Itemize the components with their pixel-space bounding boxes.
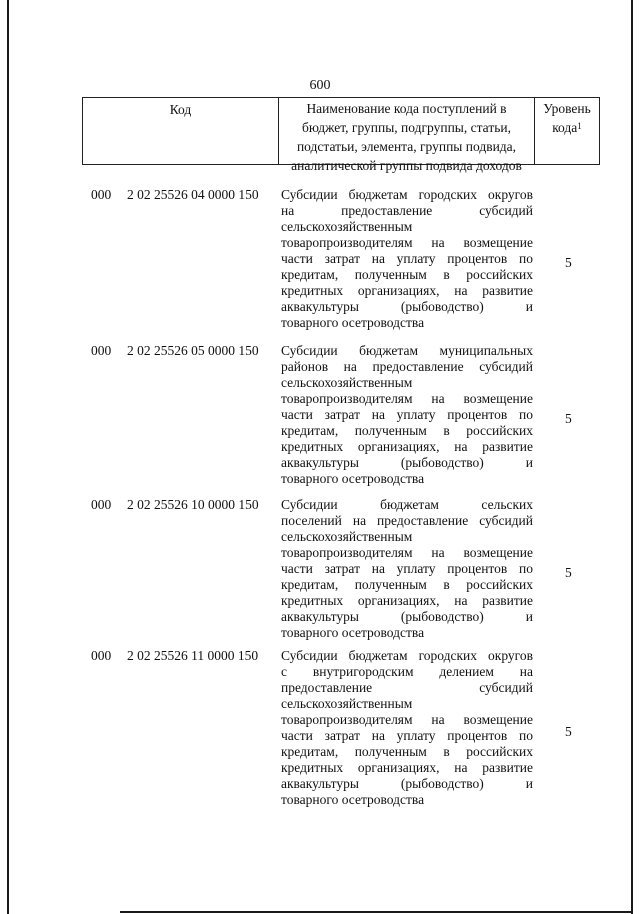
description-line: кредитных организациях, на развитие: [281, 593, 533, 608]
table-header: [82, 97, 600, 173]
description-line: товарного осетроводства: [281, 792, 425, 807]
description-line: районов на предоставление субсидий: [281, 359, 533, 374]
admin-code: 000: [91, 343, 112, 358]
admin-code: 000: [91, 497, 112, 512]
revenue-code: 2 02 25526 04 0000 150: [127, 187, 259, 202]
description-line: части затрат на уплату процентов по: [281, 251, 533, 266]
header-name-line: бюджет, группы, подгруппы, статьи,: [302, 120, 511, 135]
description-line: сельскохозяйственным: [281, 529, 413, 544]
header-level-footnote: 1: [577, 121, 582, 131]
description-line: поселений на предоставление субсидий: [281, 513, 533, 528]
description-line: сельскохозяйственным: [281, 375, 413, 390]
header-level-line1: Уровень: [543, 101, 591, 116]
header-code-label: Код: [169, 102, 192, 117]
scan-border-bottom: [120, 911, 631, 913]
description-line: товаропроизводителям на возмещение: [281, 391, 533, 406]
description-line: аквакультуры (рыбоводство) и: [281, 455, 533, 470]
description-line: сельскохозяйственным: [281, 696, 413, 711]
header-code-cell: [83, 98, 279, 164]
description-line: части затрат на уплату процентов по: [281, 407, 533, 422]
code-level: 5: [565, 724, 572, 739]
description-line: Субсидии бюджетам муниципальных: [281, 343, 533, 358]
description-line: аквакультуры (рыбоводство) и: [281, 776, 533, 791]
header-name-line: аналитической группы подвида доходов: [291, 158, 522, 173]
admin-code: 000: [91, 187, 112, 202]
description-line: аквакультуры (рыбоводство) и: [281, 609, 533, 624]
description-line: Субсидии бюджетам городских округов: [281, 187, 533, 202]
revenue-description: [281, 343, 533, 487]
description-line: товаропроизводителям на возмещение: [281, 545, 533, 560]
description-line: Субсидии бюджетам городских округов: [281, 648, 533, 663]
description-line: предоставление субсидий: [281, 680, 533, 695]
code-level: 5: [565, 255, 572, 270]
description-line: товарного осетроводства: [281, 625, 425, 640]
header-name-line: Наименование кода поступлений в: [306, 101, 507, 116]
description-line: сельскохозяйственным: [281, 219, 413, 234]
description-line: на предоставление субсидий: [281, 203, 533, 218]
description-line: части затрат на уплату процентов по: [281, 728, 533, 743]
description-line: части затрат на уплату процентов по: [281, 561, 533, 576]
code-level: 5: [565, 411, 572, 426]
header-level-line2: [535, 117, 599, 136]
admin-code: 000: [91, 648, 112, 663]
description-line: кредитам, полученным в российских: [281, 267, 533, 282]
description-line: кредитных организациях, на развитие: [281, 439, 533, 454]
header-name-line: подстатьи, элемента, группы подвида,: [296, 139, 517, 154]
description-line: товарного осетроводства: [281, 315, 425, 330]
page-number: 600: [309, 78, 331, 93]
header-level-label: кода: [552, 120, 578, 135]
scan-border-left: [7, 0, 9, 914]
code-level: 5: [565, 565, 572, 580]
description-line: кредитных организациях, на развитие: [281, 283, 533, 298]
description-line: кредитам, полученным в российских: [281, 423, 533, 438]
description-line: товаропроизводителям на возмещение: [281, 712, 533, 727]
description-line: кредитных организациях, на развитие: [281, 760, 533, 775]
description-line: товарного осетроводства: [281, 471, 425, 486]
description-line: товаропроизводителям на возмещение: [281, 235, 533, 250]
description-line: аквакультуры (рыбоводство) и: [281, 299, 533, 314]
revenue-code: 2 02 25526 11 0000 150: [127, 648, 259, 663]
revenue-code: 2 02 25526 05 0000 150: [127, 343, 259, 358]
description-line: кредитам, полученным в российских: [281, 577, 533, 592]
description-line: с внутригородским делением на: [281, 664, 533, 679]
description-line: кредитам, полученным в российских: [281, 744, 533, 759]
header-name-cell: [279, 98, 535, 173]
revenue-description: [281, 497, 533, 641]
revenue-code: 2 02 25526 10 0000 150: [127, 497, 259, 512]
revenue-description: [281, 648, 533, 808]
header-level-cell: [535, 98, 599, 164]
revenue-description: [281, 187, 533, 331]
scan-border-right: [631, 0, 633, 914]
description-line: Субсидии бюджетам сельских: [281, 497, 533, 512]
